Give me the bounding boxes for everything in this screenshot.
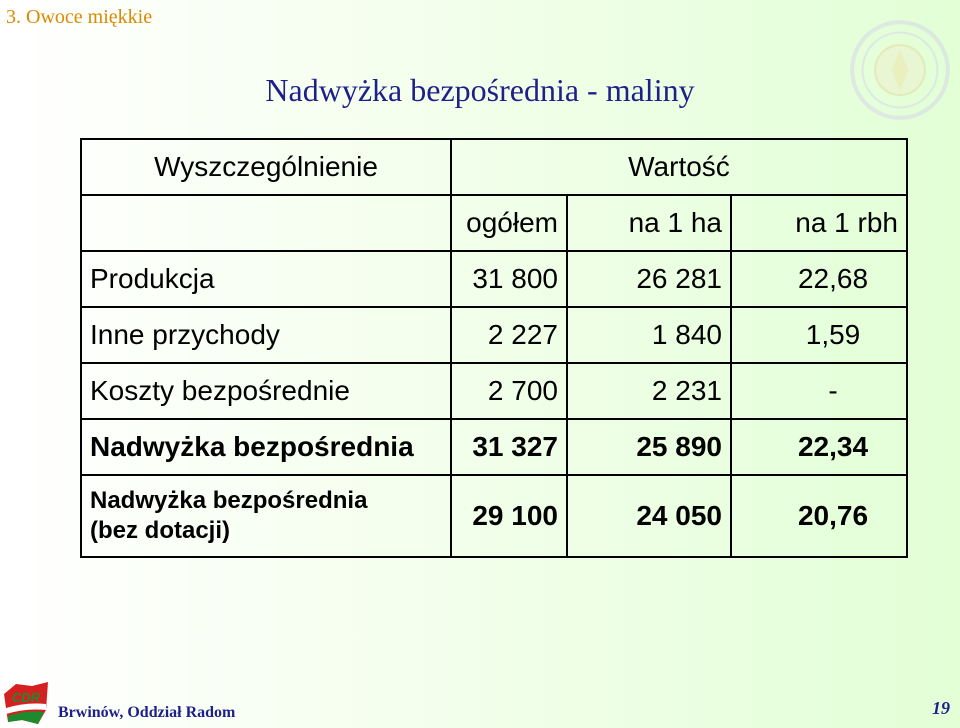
slide-title: Nadwyżka bezpośrednia - maliny [265, 72, 695, 108]
cell-per-ha: 26 281 [567, 251, 731, 307]
row-label: Produkcja [81, 251, 451, 307]
cdr-logo-icon [2, 680, 50, 726]
table-row [81, 363, 907, 419]
row-label: Koszty bezpośrednie [81, 363, 451, 419]
footer-branch: Brwinów, Oddział Radom [58, 704, 236, 721]
cell-per-ha: 1 840 [567, 307, 731, 363]
cell-total: 2 227 [451, 307, 567, 363]
cell-per-ha: 25 890 [567, 419, 731, 475]
row-label-line: (bez dotacji) [90, 517, 231, 544]
cell-per-rbh: 22,68 [731, 251, 907, 307]
table-row [81, 419, 907, 475]
cell-per-rbh: 20,76 [731, 475, 907, 557]
cell-per-ha: 2 231 [567, 363, 731, 419]
table-row [81, 251, 907, 307]
table-row [81, 475, 907, 557]
column-header-per-rbh: na 1 rbh [731, 195, 907, 251]
subheader-empty-cell [81, 195, 451, 251]
row-label [81, 475, 451, 557]
row-label-line: Nadwyżka bezpośrednia [90, 487, 368, 514]
table-row [81, 307, 907, 363]
cell-total: 2 700 [451, 363, 567, 419]
column-header-per-ha: na 1 ha [567, 195, 731, 251]
header-value: Wartość [451, 139, 907, 195]
data-table [80, 138, 908, 558]
table-header-row [81, 139, 907, 195]
cell-total: 31 800 [451, 251, 567, 307]
table-subheader-row [81, 195, 907, 251]
row-label: Inne przychody [81, 307, 451, 363]
cdr-logo-text: CDR [11, 690, 41, 705]
cell-per-rbh: 22,34 [731, 419, 907, 475]
cell-total: 29 100 [451, 475, 567, 557]
section-label: 3. Owoce miękkie [6, 6, 153, 28]
cell-per-rbh: - [731, 363, 907, 419]
cell-per-rbh: 1,59 [731, 307, 907, 363]
page-number: 19 [932, 698, 950, 718]
header-specification: Wyszczególnienie [81, 139, 451, 195]
row-label: Nadwyżka bezpośrednia [81, 419, 451, 475]
cell-total: 31 327 [451, 419, 567, 475]
column-header-total: ogółem [451, 195, 567, 251]
cell-per-ha: 24 050 [567, 475, 731, 557]
